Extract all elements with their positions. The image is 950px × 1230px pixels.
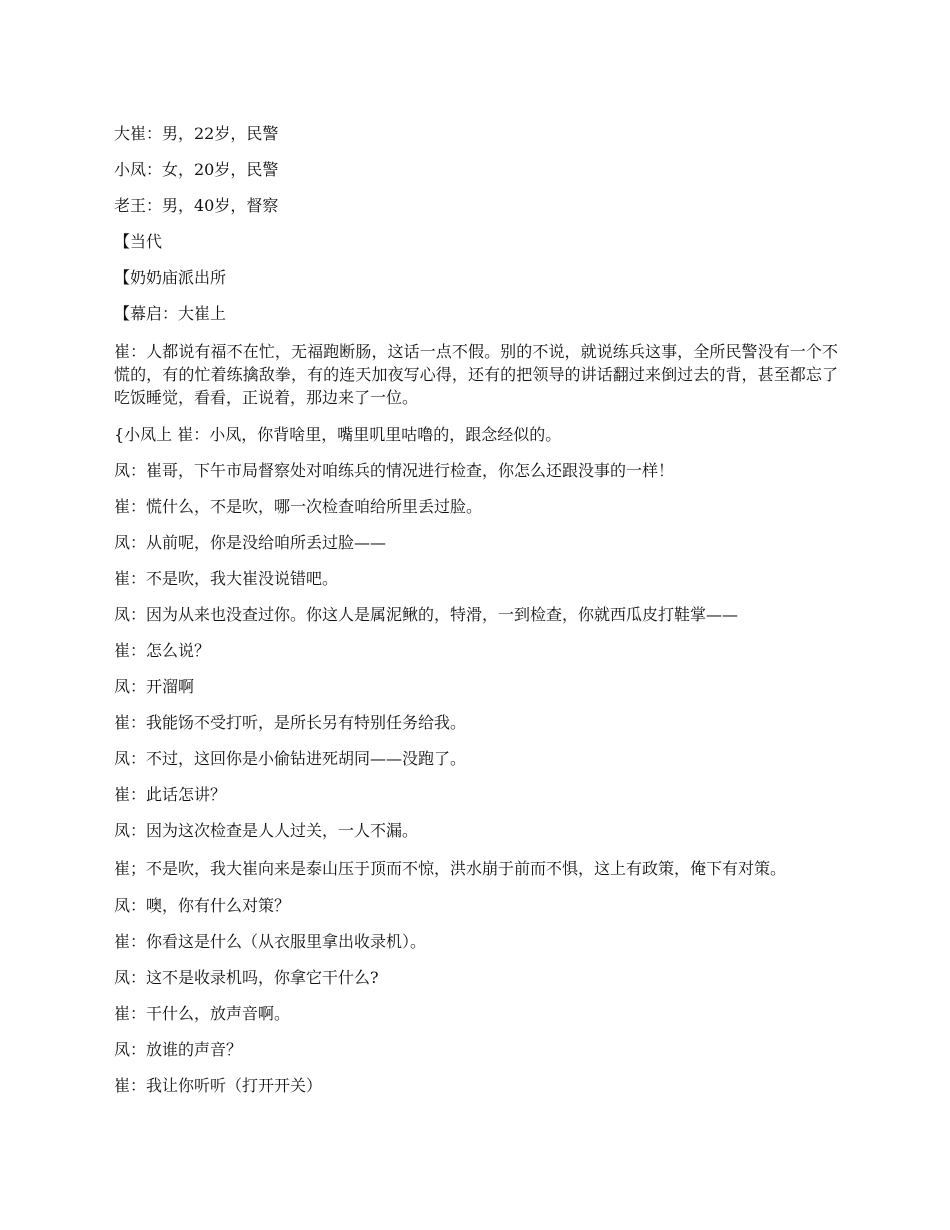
dialogue-line: 凤：从前呢，你是没给咱所丢过脸—— — [114, 533, 387, 552]
dialogue-line: 凤：放谁的声音？ — [114, 1040, 243, 1059]
stage-note-place: 【奶奶庙派出所 — [114, 268, 227, 287]
dialogue-line: 凤：崔哥，下午市局督察处对咱练兵的情况进行检查，你怎么还跟没事的一样！ — [114, 461, 675, 480]
dialogue-line: 崔：此话怎讲？ — [114, 785, 227, 804]
dialogue-line: 凤：这不是收录机吗，你拿它干什么? — [114, 968, 379, 987]
dialogue-line: 崔：我能饧不受打听，是所长另有特别任务给我。 — [114, 713, 467, 732]
character-entry-laowang: 老王：男，40岁，督察 — [114, 196, 279, 215]
dialogue-line: 崔：干什么，放声音啊。 — [114, 1004, 291, 1023]
character-entry-dacui: 大崔：男，22岁，民警 — [114, 124, 279, 143]
dialogue-line: 崔：我让你听听（打开开关） — [114, 1076, 323, 1095]
dialogue-line: 崔：怎么说？ — [114, 641, 211, 660]
dialogue-line: 崔：不是吹，我大崔没说错吧。 — [114, 569, 339, 588]
stage-note-curtain: 【幕启：大崔上 — [114, 304, 227, 323]
dialogue-line: 崔：人都说有福不在忙，无福跑断肠，这话一点不假。别的不说，就说练兵这事，全所民警没有一个不慌的，有的忙着练擒敌拳，有的连天加夜写心得，还有的把领导的讲话翻过来倒过去的背，甚至都忘了吃饭睡觉，看看，正说着，那边来了一位。 — [114, 342, 838, 407]
dialogue-line: 凤：因为这次检查是人人过关，一人不漏。 — [114, 821, 419, 840]
dialogue-line: 凤：噢，你有什么对策？ — [114, 896, 291, 915]
dialogue-line: 凤：因为从来也没查过你。你这人是属泥鳅的，特滑，一到检查，你就西瓜皮打鞋掌—— — [114, 605, 739, 624]
dialogue-line: {小凤上 崔：小凤，你背啥里，嘴里叽里咕噜的，跟念经似的。 — [114, 425, 562, 444]
dialogue-line: 凤：开溜啊 — [114, 677, 195, 696]
character-entry-xiaofeng: 小凤：女，20岁，民警 — [114, 160, 279, 179]
dialogue-line: 崔：慌什么，不是吹，哪一次检查咱给所里丢过脸。 — [114, 497, 483, 516]
dialogue-line: 崔：你看这是什么（从衣服里拿出收录机）。 — [114, 932, 427, 951]
dialogue-line: 凤：不过，这回你是小偷钻进死胡同——没跑了。 — [114, 749, 467, 768]
script-body — [114, 124, 838, 1112]
dialogue-line: 崔；不是吹，我大崔向来是泰山压于顶而不惊，洪水崩于前而不惧，这上有政策，俺下有对策。 — [114, 859, 787, 878]
stage-note-time: 【当代 — [114, 232, 163, 251]
